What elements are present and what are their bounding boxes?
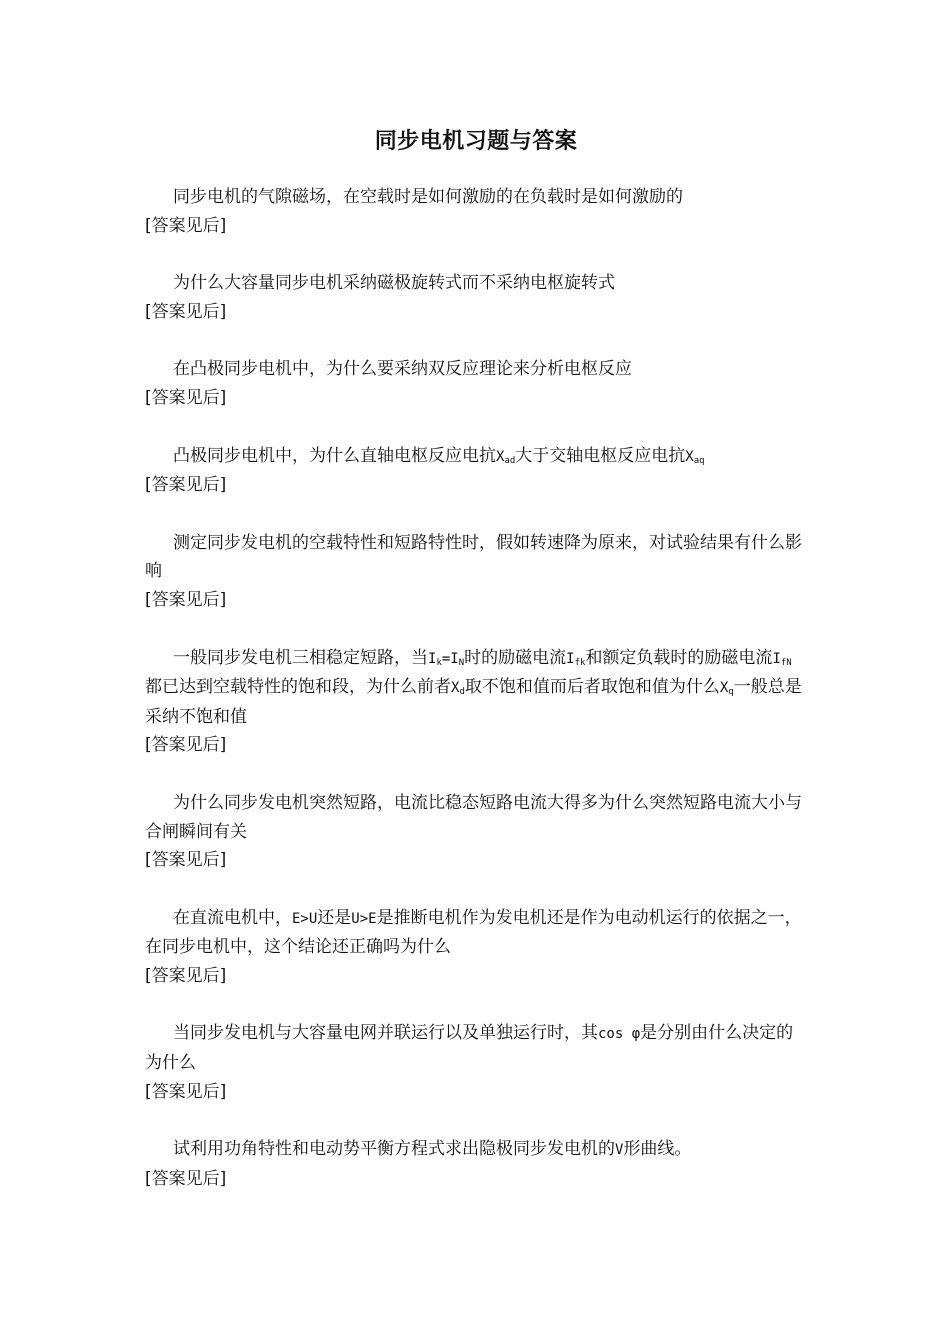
answer-placeholder: [答案见后] [145, 387, 227, 408]
document-title: 同步电机习题与答案 [374, 129, 578, 154]
question-item [145, 1135, 807, 1193]
question-item [145, 355, 807, 412]
math-symbol: $I_{fN}$ [772, 650, 792, 668]
math-symbol: $X_d$ [451, 680, 465, 698]
question-item [145, 904, 807, 991]
math-expression: U>E [351, 910, 377, 927]
math-symbol: $I_k=I_N$ [428, 650, 465, 668]
question-item [145, 529, 807, 615]
answer-placeholder: [答案见后] [145, 1081, 227, 1102]
question-item [145, 269, 807, 326]
question-item [145, 1019, 807, 1106]
answer-placeholder: [答案见后] [145, 475, 227, 496]
question-text-part: 大于交轴电枢反应电抗 [515, 445, 686, 466]
math-symbol: $X_{ad}$ [496, 448, 516, 466]
question-text: 为什么大容量同步电机采纳磁极旋转式而不采纳电枢旋转式 [173, 273, 615, 294]
question-text: 在直流电机中，E>U还是U>E是推断电机作为发电机还是作为电动机运行的依据之一，在同步电机中，这个结论还正确吗为什么 [145, 907, 802, 958]
answer-placeholder: [答案见后] [145, 301, 227, 322]
answer-placeholder: [答案见后] [145, 965, 227, 986]
question-item [145, 442, 807, 500]
question-text: 试利用功角特性和电动势平衡方程式求出隐极同步发电机的V形曲线。 [173, 1139, 692, 1160]
answer-placeholder: [答案见后] [145, 589, 227, 610]
math-symbol: $X_{aq}$ [685, 448, 705, 466]
question-text [145, 442, 807, 472]
answer-placeholder: [答案见后] [145, 215, 227, 236]
question-text: 同步电机的气隙磁场，在空载时是如何激励的在负载时是如何激励的 [173, 187, 683, 207]
math-symbol: $X_q$ [719, 680, 734, 698]
math-expression: cos φ [598, 1026, 641, 1043]
answer-placeholder: [答案见后] [145, 1168, 227, 1189]
question-text: 测定同步发电机的空载特性和短路特性时，假如转速降为原来，对试验结果有什么影响 [145, 532, 802, 582]
question-item [145, 183, 807, 240]
question-text: 在凸极同步电机中，为什么要采纳双反应理论来分析电枢反应 [173, 359, 632, 380]
question-text-part: 凸极同步电机中，为什么直轴电枢反应电抗 [173, 445, 496, 466]
answer-placeholder: [答案见后] [145, 735, 227, 756]
question-item [145, 644, 807, 760]
math-expression: E>U [292, 910, 318, 927]
math-symbol: V [615, 1142, 624, 1159]
question-item [145, 789, 807, 875]
question-text: 为什么同步发电机突然短路，电流比稳态短路电流大得多为什么突然短路电流大小与合闸瞬间有关 [145, 792, 802, 842]
document-page [145, 126, 807, 1222]
question-text: 一般同步发电机三相稳定短路，当$I_k=I_N$时的励磁电流$I_{fk}$和额定负载时的励磁电流$I_{fN}$都已达到空载特性的饱和段，为什么前者$X_d$取不饱和值而后者取饱和值为什么$X_q$一般总是采纳不饱和值 [145, 647, 802, 727]
answer-placeholder: [答案见后] [145, 850, 227, 871]
question-text: 当同步发电机与大容量电网并联运行以及单独运行时，其cos φ是分别由什么决定的为什么 [145, 1023, 794, 1074]
question-list [145, 183, 807, 1193]
math-symbol: $I_{fk}$ [566, 650, 586, 668]
